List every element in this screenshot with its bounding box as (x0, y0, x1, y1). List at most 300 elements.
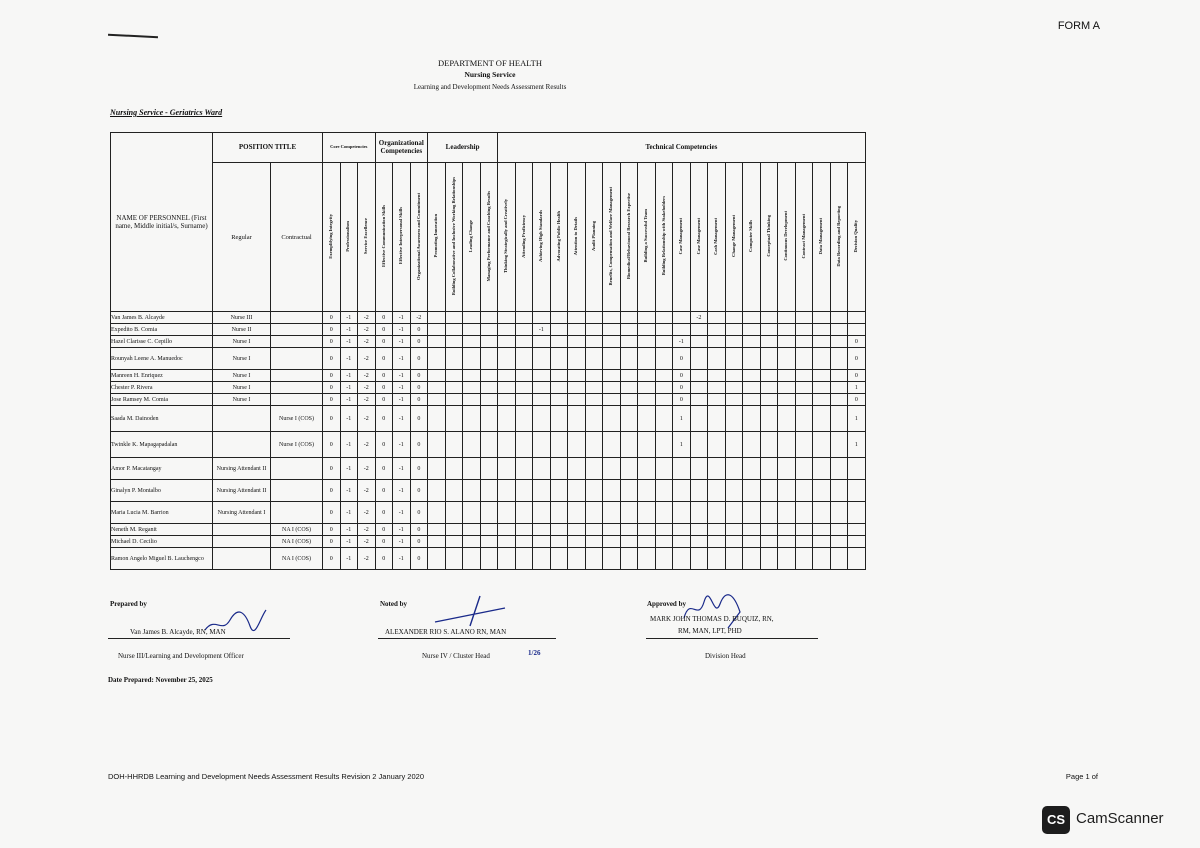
competency-header-label: Case Management (678, 217, 684, 255)
score-cell: -2 (358, 548, 376, 570)
score-cell: 0 (323, 480, 341, 502)
score-cell (463, 480, 481, 502)
competency-header (375, 163, 393, 312)
score-cell (743, 458, 761, 480)
prepared-by-name: Van James B. Alcayde, RN, MAN (130, 628, 226, 636)
score-cell (515, 524, 533, 536)
score-cell (778, 370, 796, 382)
score-cell (743, 548, 761, 570)
table-row (111, 370, 866, 382)
score-cell (673, 536, 691, 548)
contractual-position (271, 370, 323, 382)
score-cell (463, 324, 481, 336)
score-cell (795, 432, 813, 458)
score-cell (638, 336, 656, 348)
score-cell: 0 (323, 324, 341, 336)
score-cell (708, 336, 726, 348)
personnel-name: Expedito B. Comia (111, 324, 213, 336)
score-cell (568, 348, 586, 370)
score-cell: -2 (358, 524, 376, 536)
date-prepared: Date Prepared: November 25, 2025 (108, 676, 213, 684)
score-cell (533, 394, 551, 406)
score-cell: 0 (410, 406, 428, 432)
score-cell: 0 (323, 312, 341, 324)
score-cell (760, 382, 778, 394)
score-cell: 0 (375, 524, 393, 536)
score-cell (638, 548, 656, 570)
unit-label: Nursing Service - Geriatrics Ward (110, 108, 223, 117)
score-cell (690, 524, 708, 536)
competency-header (778, 163, 796, 312)
score-cell: 0 (673, 382, 691, 394)
score-cell (480, 312, 498, 324)
score-cell (585, 406, 603, 432)
score-cell (760, 458, 778, 480)
score-cell (690, 536, 708, 548)
score-cell (830, 458, 848, 480)
score-cell (550, 312, 568, 324)
score-cell: 0 (410, 336, 428, 348)
score-cell (673, 324, 691, 336)
score-cell (848, 548, 866, 570)
score-cell (445, 548, 463, 570)
score-cell: -2 (358, 502, 376, 524)
score-cell (428, 370, 446, 382)
personnel-name: Twinkle K. Mapagapadalan (111, 432, 213, 458)
score-cell (830, 502, 848, 524)
score-cell (690, 336, 708, 348)
competency-header (585, 163, 603, 312)
score-cell (568, 406, 586, 432)
score-cell (830, 312, 848, 324)
score-cell (498, 370, 516, 382)
table-row (111, 394, 866, 406)
score-cell (568, 312, 586, 324)
score-cell (568, 394, 586, 406)
score-cell (620, 382, 638, 394)
score-cell (760, 394, 778, 406)
score-cell (428, 394, 446, 406)
competency-header (603, 163, 621, 312)
competency-header (760, 163, 778, 312)
score-cell (638, 524, 656, 536)
score-cell (515, 458, 533, 480)
score-cell (690, 480, 708, 502)
score-cell (498, 394, 516, 406)
regular-position: Nurse I (213, 348, 271, 370)
score-cell (533, 348, 551, 370)
competency-header (498, 163, 516, 312)
score-cell (690, 502, 708, 524)
score-cell (743, 370, 761, 382)
contractual-position (271, 348, 323, 370)
score-cell: 1 (673, 432, 691, 458)
competency-header-label: Benefits, Compensation and Welfare Management (608, 186, 614, 286)
competency-header (673, 163, 691, 312)
score-cell: 0 (673, 394, 691, 406)
score-cell: -1 (393, 324, 411, 336)
score-cell (533, 502, 551, 524)
competency-header (655, 163, 673, 312)
score-cell (813, 432, 831, 458)
score-cell (690, 382, 708, 394)
competency-header-label: Audit Planning (590, 221, 596, 251)
score-cell (830, 548, 848, 570)
score-cell: 0 (375, 348, 393, 370)
score-cell (690, 432, 708, 458)
score-cell (708, 480, 726, 502)
score-cell (568, 370, 586, 382)
score-cell: -1 (393, 382, 411, 394)
score-cell: 0 (375, 480, 393, 502)
score-cell (848, 524, 866, 536)
score-cell (515, 536, 533, 548)
score-cell: -1 (340, 336, 358, 348)
table-row (111, 336, 866, 348)
score-cell (725, 458, 743, 480)
score-cell (428, 336, 446, 348)
competency-header (428, 163, 446, 312)
score-cell: 0 (375, 382, 393, 394)
personnel-name: Van James B. Alcayde (111, 312, 213, 324)
score-cell (550, 406, 568, 432)
score-cell: 0 (323, 348, 341, 370)
score-cell (498, 382, 516, 394)
score-cell (655, 432, 673, 458)
score-cell: 1 (848, 432, 866, 458)
score-cell (760, 502, 778, 524)
score-cell (568, 458, 586, 480)
regular-position (213, 432, 271, 458)
competency-header-label: Service Excellence (362, 217, 368, 255)
score-cell (463, 336, 481, 348)
score-cell (655, 548, 673, 570)
score-cell (638, 458, 656, 480)
score-cell (568, 432, 586, 458)
score-cell (428, 536, 446, 548)
score-cell (480, 406, 498, 432)
score-cell (760, 312, 778, 324)
noted-by-name: ALEXANDER RIO S. ALANO RN, MAN (385, 628, 507, 636)
competency-header (708, 163, 726, 312)
competency-header (830, 163, 848, 312)
score-cell: -1 (340, 324, 358, 336)
score-cell: -1 (340, 432, 358, 458)
score-cell: 0 (375, 458, 393, 480)
personnel-name: Chester P. Rivera (111, 382, 213, 394)
score-cell (428, 458, 446, 480)
score-cell (428, 548, 446, 570)
score-cell (480, 548, 498, 570)
score-cell (550, 370, 568, 382)
score-cell (778, 458, 796, 480)
score-cell (428, 312, 446, 324)
leadership-header: Leadership (428, 133, 498, 163)
competency-header-label: Case Management (695, 217, 701, 255)
score-cell (463, 548, 481, 570)
contractual-position (271, 312, 323, 324)
noted-line (378, 638, 556, 639)
score-cell: -1 (340, 502, 358, 524)
score-cell: -1 (393, 548, 411, 570)
table-row (111, 312, 866, 324)
score-cell (620, 480, 638, 502)
score-cell (778, 406, 796, 432)
score-cell (813, 502, 831, 524)
score-cell (498, 432, 516, 458)
score-cell (603, 324, 621, 336)
score-cell: -1 (393, 370, 411, 382)
regular-position (213, 406, 271, 432)
score-cell (778, 548, 796, 570)
score-cell (638, 348, 656, 370)
score-cell: -1 (673, 336, 691, 348)
score-cell (725, 370, 743, 382)
score-cell (778, 312, 796, 324)
approved-signature (680, 592, 750, 632)
score-cell (725, 394, 743, 406)
score-cell (603, 502, 621, 524)
score-cell (795, 394, 813, 406)
score-cell (445, 394, 463, 406)
department-title: DEPARTMENT OF HEALTH (437, 58, 543, 68)
score-cell (445, 336, 463, 348)
competency-header (813, 163, 831, 312)
score-cell (533, 406, 551, 432)
score-cell (813, 536, 831, 548)
score-cell (778, 394, 796, 406)
score-cell (445, 524, 463, 536)
competency-header (533, 163, 551, 312)
competency-header-label: Thinking Strategically and Creatively (503, 198, 509, 274)
score-cell (655, 524, 673, 536)
score-cell (760, 348, 778, 370)
score-cell (585, 432, 603, 458)
score-cell: -1 (393, 432, 411, 458)
score-cell (533, 458, 551, 480)
score-cell (603, 312, 621, 324)
score-cell (480, 370, 498, 382)
score-cell (428, 348, 446, 370)
score-cell (778, 336, 796, 348)
table-row (111, 348, 866, 370)
score-cell: 0 (410, 324, 428, 336)
score-cell (725, 548, 743, 570)
score-cell (620, 524, 638, 536)
table-row (111, 382, 866, 394)
score-cell (585, 370, 603, 382)
score-cell: 0 (410, 394, 428, 406)
score-cell (463, 348, 481, 370)
score-cell: -2 (358, 394, 376, 406)
competency-header (690, 163, 708, 312)
footer-revision: DOH-HHRDB Learning and Development Needs Assessment Results Revision 2 January 2020 (108, 772, 424, 781)
contractual-position (271, 336, 323, 348)
score-cell: -1 (340, 370, 358, 382)
score-cell (620, 348, 638, 370)
personnel-name: Maria Lucia M. Barrion (111, 502, 213, 524)
score-cell (655, 502, 673, 524)
score-cell (813, 458, 831, 480)
competency-header (358, 163, 376, 312)
score-cell (830, 348, 848, 370)
score-cell: 0 (323, 432, 341, 458)
score-cell: 0 (848, 336, 866, 348)
score-cell (655, 480, 673, 502)
score-cell (830, 336, 848, 348)
score-cell (463, 394, 481, 406)
score-cell (760, 336, 778, 348)
table-row (111, 406, 866, 432)
score-cell (830, 406, 848, 432)
score-cell (585, 524, 603, 536)
competency-header (445, 163, 463, 312)
score-cell (673, 502, 691, 524)
personnel-name: Rounyah Leene A. Manuedoc (111, 348, 213, 370)
score-cell (533, 536, 551, 548)
score-cell (813, 548, 831, 570)
score-cell (498, 480, 516, 502)
score-cell: 0 (323, 406, 341, 432)
score-cell: 0 (375, 336, 393, 348)
score-cell (620, 406, 638, 432)
score-cell (480, 524, 498, 536)
competency-header-label: Data Recording and Reporting (835, 205, 841, 267)
score-cell (795, 458, 813, 480)
score-cell (760, 536, 778, 548)
score-cell (725, 336, 743, 348)
score-cell: 0 (375, 536, 393, 548)
table-row (111, 480, 866, 502)
score-cell: -2 (358, 348, 376, 370)
score-cell (725, 524, 743, 536)
score-cell (585, 502, 603, 524)
score-cell (813, 480, 831, 502)
score-cell (533, 480, 551, 502)
score-cell (760, 480, 778, 502)
technical-competencies-header: Technical Competencies (498, 133, 866, 163)
score-cell (813, 370, 831, 382)
score-cell (848, 458, 866, 480)
score-cell (813, 312, 831, 324)
score-cell: 0 (323, 370, 341, 382)
noted-signature (430, 592, 510, 632)
regular-position: Nurse III (213, 312, 271, 324)
prepared-by-label: Prepared by (110, 600, 147, 608)
personnel-name: Hazel Clarisse C. Cepillo (111, 336, 213, 348)
score-cell (620, 370, 638, 382)
score-cell: 0 (375, 312, 393, 324)
score-cell (813, 348, 831, 370)
competency-header-label: Conceptual Thinking (765, 215, 771, 257)
score-cell (515, 312, 533, 324)
table-row (111, 324, 866, 336)
score-cell (743, 406, 761, 432)
score-cell: 0 (323, 536, 341, 548)
table-row (111, 536, 866, 548)
score-cell (655, 382, 673, 394)
score-cell (620, 536, 638, 548)
score-cell (480, 502, 498, 524)
contractual-position (271, 382, 323, 394)
score-cell (463, 382, 481, 394)
personnel-name: Manreen H. Enriquez (111, 370, 213, 382)
personnel-name: Michael D. Cecilio (111, 536, 213, 548)
score-cell (515, 502, 533, 524)
score-cell (690, 348, 708, 370)
regular-position: Nurse I (213, 382, 271, 394)
score-cell: 0 (375, 370, 393, 382)
competency-header (620, 163, 638, 312)
score-cell: 0 (410, 370, 428, 382)
noted-date: 1/26 (528, 649, 541, 657)
score-cell (585, 348, 603, 370)
pen-mark (108, 34, 158, 39)
score-cell (638, 382, 656, 394)
score-cell (550, 502, 568, 524)
score-cell (585, 548, 603, 570)
score-cell: -1 (340, 548, 358, 570)
score-cell (603, 406, 621, 432)
score-cell (655, 348, 673, 370)
score-cell (743, 432, 761, 458)
score-cell (725, 312, 743, 324)
score-cell (498, 324, 516, 336)
score-cell: -1 (393, 536, 411, 548)
regular-position: Nursing Attendant II (213, 480, 271, 502)
score-cell (725, 432, 743, 458)
score-cell (655, 312, 673, 324)
score-cell (690, 406, 708, 432)
score-cell: 0 (375, 502, 393, 524)
score-cell: 0 (323, 548, 341, 570)
score-cell (655, 394, 673, 406)
score-cell: -2 (358, 370, 376, 382)
score-cell: 0 (323, 502, 341, 524)
score-cell (813, 524, 831, 536)
competency-header-label: Attention to Details (573, 216, 579, 256)
score-cell: -1 (340, 524, 358, 536)
competency-header-label: Effective Interpersonal Skills (398, 207, 403, 265)
score-cell (655, 458, 673, 480)
score-cell (550, 382, 568, 394)
score-cell (533, 382, 551, 394)
score-cell: 0 (848, 394, 866, 406)
score-cell (603, 348, 621, 370)
score-cell (795, 406, 813, 432)
score-cell: -1 (340, 406, 358, 432)
competency-header-label: Effective Communication Skills (380, 204, 386, 267)
score-cell (830, 480, 848, 502)
contractual-position: Nurse I (COS) (271, 406, 323, 432)
score-cell (638, 480, 656, 502)
score-cell: 0 (375, 548, 393, 570)
score-cell (813, 336, 831, 348)
score-cell: 0 (848, 370, 866, 382)
competency-header (743, 163, 761, 312)
score-cell: 0 (673, 348, 691, 370)
score-cell (725, 382, 743, 394)
score-cell (708, 312, 726, 324)
score-cell (655, 406, 673, 432)
score-cell (515, 406, 533, 432)
score-cell (655, 370, 673, 382)
score-cell: -1 (393, 336, 411, 348)
competency-header-label: Building Collaborative and Inclusive Working Relationships (450, 176, 456, 296)
score-cell (848, 536, 866, 548)
score-cell (778, 536, 796, 548)
score-cell (760, 406, 778, 432)
